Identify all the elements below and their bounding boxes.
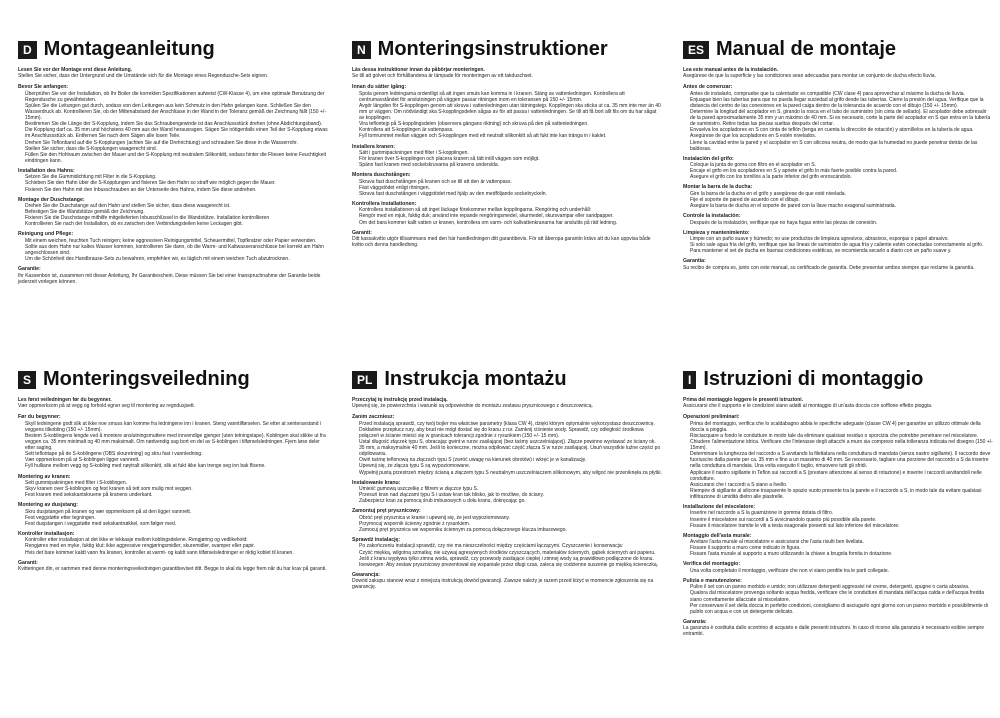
language-badge: S <box>18 371 36 389</box>
subsection-heading: Montera duschstången: <box>352 172 411 179</box>
list-item: • Mit einem weichen, feuchten Tuch reinigen; keine aggressiven Reinigungsmittel, Scheuermittel, Topfkratzer oder Papier verwenden. <box>25 238 328 244</box>
subsection <box>352 230 662 249</box>
list-item: • Fyll hulliane mellom vegg og S-kobling med nøytralt silikonkitt, slik at fukt ikke kan trenge seg inn bak flisene. <box>25 463 328 469</box>
language-badge: I <box>683 371 696 389</box>
subsection <box>352 84 662 139</box>
intro-text: Asegúrese de que la superficie y las condiciones sean adecuadas para montar un conjunto de ducha efecto lluvia. <box>683 73 936 80</box>
subsection <box>18 531 328 556</box>
subsection <box>18 231 328 262</box>
bullet-list <box>683 236 993 254</box>
list-item: • Qualora dal miscelatore provenga soltanto acqua fredda, verificare che le condutture di mandata dell'acqua calda e dell'acqua fredda siano correttamente allacciate al miscelatore. <box>690 590 993 602</box>
list-item: • Sätt i gummipackningen med filter i S-kopplingen. <box>359 150 662 156</box>
intro <box>683 67 993 79</box>
subsection-heading: Installazione del miscelatore: <box>683 504 756 511</box>
intro <box>18 397 328 409</box>
list-item: • Fest kranen med sekskantskruene på kranens underkant. <box>25 492 328 498</box>
subsection <box>683 258 993 271</box>
list-item: • Determine la longitud del acoplador en S, girando la rosca en el tubo de suministro (sin cinta de sellado). El acoplador debe sobresalir de la pared aproximadamente 35 mm y un máximo de 40 mm. Si es necesario, corte la parte del acoplador en S que entra en la tubería de suministro. Retire todas las piezas sueltas después del cortar. <box>690 109 993 127</box>
list-item: • Spola genom ledningarna ordentligt så att ingen smuts kan komma in i kranen. Stäng av vattenledningen. Kontrollera att centrumavståndet för anslutningen på väggen passar ritningen inom en toleransen på 150 +/- 15mm. <box>359 91 662 103</box>
list-item: • Spülen Sie die Leitungen gut durch, sodass von den Leitungen aus kein Schmutz in den Hahn gelangen kann. Schließen Sie den Wasserdruck ab. Kontrollieren Sie, ob der Mittenabstand der Anschlüsse in der Wand in der Toleranz gemäß der Zeichnung fällt (150 +/- 15mm). <box>25 103 328 121</box>
list-item: • Para mantener el set de ducha en buenas condiciones estéticas, se recomienda secarlo a diario con un paño suave y. <box>690 248 993 254</box>
list-item: • Coloque la junta de goma con filtro en el acoplador en S. <box>690 162 993 168</box>
list-item: • Skru dusjstangen på kranen og vær oppmerksom på at den ligger vannrett. <box>25 509 328 515</box>
section-header <box>18 368 328 391</box>
list-item: • Hvis det bare kommer kaldt vann fra kranen, kontroller at varmt- og kaldt vann tilførselsledninger er riktig koblet til kranen. <box>25 550 328 556</box>
list-item: • Zabezpiecz kran za pomocą śrub imbusowych u dołu kranu, dokręcając go. <box>359 498 662 504</box>
list-item: • Kontrollera att S-kopplingen är vattenpass. <box>359 127 662 133</box>
bullet-list <box>352 515 662 533</box>
section-title: Manual de montaje <box>716 38 897 60</box>
list-item: • Asegure la barra de ducha en el soporte de pared con la llave macho exagonal suministrada. <box>690 203 993 209</box>
list-item: • Stellen Sie sicher, dass die S-Kopplungen waagerecht sind. <box>25 146 328 152</box>
subsection <box>18 414 328 469</box>
language-badge: ES <box>683 41 709 59</box>
subsection <box>18 474 328 499</box>
subsection-heading: Montage der Duschstange: <box>18 196 85 203</box>
subsection-heading: Montaggio dell'asta murale: <box>683 532 752 539</box>
list-item: • Envuelva los acopladores en S con cinta de teflón (tenga en cuenta la dirección de rotación) y atorníllelos en la tubería de agua. <box>690 127 993 133</box>
language-section <box>18 368 328 714</box>
paragraph: Ihr Kassenbon ist, zusammen mit dieser Anleitung, Ihr Garantieschein. Diese müssen Sie bei einer Inanspruchnahme der Garantie beide jederzeit vorlegen können. <box>18 272 321 285</box>
paragraph: La garanzia è costituita dallo scontrino di acquisto e dalle presenti istruzioni. In caso di ricorso alla garanzia è necessario esibire sempre entrambi. <box>683 625 984 638</box>
paragraph: Ditt kassakvitto utgör tillsammans med den här handledningen ditt garantibevis. För att åberopa garantin krävs att du kan uppvisa både kvitto och denna handledning. <box>352 236 651 249</box>
bullet-list <box>18 480 328 498</box>
paragraph: Kvitteringen din, er sammen med denne monteringsveiledningen garantibeviset ditt. Begge to skal du legge frem når du har krav på garanti. <box>18 566 327 573</box>
subsection <box>683 578 993 615</box>
list-item: • Determinare la lunghezza del raccordo a S avvitando la filettatura nella conduttura di mandata (senza nastro sigillante). Il raccordo deve fuoriuscire dalla parete per ca. 35 mm e fino a un massimo di 40 mm. Se necessario, tagliare una porzione del raccordo a S da inserire nella conduttura di mandata. Una volta eseguito il taglio, rimuovere tutti gli sfridi. <box>690 451 993 469</box>
bullet-list <box>352 421 662 476</box>
bullet-list <box>18 537 328 555</box>
subsection-heading: Limpieza y mantenimiento: <box>683 229 750 236</box>
subsection <box>352 172 662 197</box>
bullet-list <box>683 191 993 209</box>
bullet-list <box>683 584 993 614</box>
bullet-list <box>683 568 993 574</box>
language-section <box>352 38 662 356</box>
intro-bold: Läs dessa instruktioner innan du påbörjar monteringen. <box>352 67 485 73</box>
subsection-heading: Instalación del grifo: <box>683 155 734 162</box>
bullet-list <box>352 91 662 140</box>
bullet-list <box>18 421 328 470</box>
list-item: • Czyść miękką, wilgotną szmatką; nie używaj agresywnych środków czyszczących, materiałów ściernych, gąbek ściernych ani papieru. <box>359 550 662 556</box>
list-item: • Obróć pręt prysznica w kranie i upewnij się, że jest wypoziomowany. <box>359 515 662 521</box>
bullet-list <box>352 486 662 504</box>
subsection-heading: Sprawdź instalację: <box>352 537 401 544</box>
section-header <box>683 38 993 61</box>
list-item: • Drehen Sie Teflonband auf die S-Kopplungen (achten Sie auf die Drehrichtung) und schrauben Sie diese in die Wasserrohr. <box>25 140 328 146</box>
list-item: • Upewnij się, że złącza typu S są wypoziomowane. <box>359 463 662 469</box>
list-item: • Inserire nel raccordo a S la guarnizione in gomma dotata di filtro. <box>690 510 993 516</box>
intro-bold: Przeczytaj tę instrukcję przed instalacją. <box>352 397 448 403</box>
section-title: Instrukcja montażu <box>384 368 567 390</box>
section-header <box>352 38 662 61</box>
subsection <box>352 537 662 568</box>
subsection <box>683 156 993 181</box>
bullet-list <box>18 91 328 164</box>
list-item: • Prima del montaggio, verifica che lo scaldabagno abbia le specifiche adeguate (classe CW 4) per garantire un utilizzo ottimale della doccia a pioggia. <box>690 421 993 433</box>
subsection-heading: Gwarancja: <box>352 571 380 578</box>
subsection <box>683 230 993 255</box>
bullet-list <box>683 91 993 152</box>
list-item: • Bestem S-koblingens lengde ved å montere anslutningsmuttere med innvendige gjenger (uten tetningstape). Koblingen skal stikke ut fra veggen ca. 35 mm minimalt og 40 mm maksimalt. Om nødvendig sag bort en del av S-koblingen i tilførselsledningen. Fjern løse deler etter saging. <box>25 433 328 451</box>
bullet-list <box>352 150 662 168</box>
list-item: • Skruva fast duschstången på kranen och se till att den är vattenpass. <box>359 179 662 185</box>
list-item: • Después de la instalación, verifique que no haya fugas entre las piezas de conexión. <box>690 220 993 226</box>
intro-text: Upewnij się, że powierzchnia i warunki są odpowiednie do montażu zestawu prysznicowego z deszczownicą. <box>352 403 593 410</box>
list-item: • Skyv kranen over S-koblingen og fest kranen så tett som mulig mot veggen. <box>25 486 328 492</box>
list-item: • Przymocuj wspornik ścienny zgodnie z rysunkiem. <box>359 521 662 527</box>
list-item: • Po zakończeniu instalacji sprawdź, czy nie ma nieszczelności między częściami łączącymi. Czyszczenie i konserwacja: <box>359 543 662 549</box>
section-title: Monteringsveiledning <box>43 368 250 390</box>
intro <box>18 67 328 79</box>
intro <box>352 397 662 409</box>
list-item: • Per conservare il set della doccia in perfette condizioni, consigliamo di asciugarlo ogni giorno con un panno morbido e possibilmente di pulirlo con acqua e con un detergente delicato. <box>690 603 993 615</box>
subsection-heading: Reinigung und Pflege: <box>18 231 74 238</box>
subsection <box>352 144 662 169</box>
intro-bold: Les først veiledningen før du begynner. <box>18 397 112 403</box>
list-item: • Fixieren Sie den Hahn mit den Inbusschrauben an der Unterseite des Hahns, indem Sie diese andrehen. <box>25 187 328 193</box>
list-item: • Risciacquare a fondo le condutture in modo tale da eliminare qualsiasi residuo o sporcizia che potrebbe penetrare nel miscelatore. Chiudere l'alimentazione idrica. Verificare che l'interasse degli attacchi a muro sia compreso nella tolleranza indicata nel disegno (150 +/- 15mm). <box>690 433 993 451</box>
list-item: • Antes de instalarlo, compruebe que tu calentador es compatible (CW clase 4) para aprovechar al máximo la ducha de lluvia. <box>690 91 993 97</box>
list-item: • Fest dusjstangen i veggstøtte med sekskantnøkkel, som følger med. <box>25 521 328 527</box>
language-badge: D <box>18 41 37 59</box>
bullet-list <box>683 539 993 557</box>
section-title: Monteringsinstruktioner <box>377 38 608 60</box>
bullet-list <box>18 174 328 192</box>
subsection <box>683 414 993 500</box>
subsection <box>18 502 328 527</box>
list-item: • Schieben Sie den Hahn über die S-Kopplungen und fixieren Sie den Hahn so straff wie möglich gegen die Mauer. <box>25 180 328 186</box>
subsection-heading: Antes de comenzar: <box>683 84 733 91</box>
list-item: • Vira teflontejp på S-kopplingsdelen (observera gängans riktning) och skruva på den på vattenledningen. <box>359 121 662 127</box>
subsection-heading: Zamontuj pręt prysznicowy: <box>352 508 421 515</box>
list-item: • Llene la cavidad entre la pared y el acoplador en S con silicona neutra, de modo que la humedad no puede penetrar detrás de las baldosas. <box>690 140 993 152</box>
list-item: • Fäst väggstödet enligt ritningen. <box>359 185 662 191</box>
language-section <box>18 38 328 356</box>
list-item: • Ustal długość złączek typu S, obracając gwint w rurze zasilającej (bez taśmy uszczelniającej). Złącze powinno wystawać ze ściany ok. 35 mm, a maksymalnie 40 mm. Jeśli to konieczne, można odpiłować część złącza S w rurze zasilającej. Usuń wszystkie luźne części po odpiłowaniu. <box>359 439 662 457</box>
section-header <box>18 38 328 61</box>
list-item: • Skruva fast duschstången i väggstödet med hjälp av den medföljande sockelnyckeln. <box>359 191 662 197</box>
language-badge: PL <box>352 371 377 389</box>
subsection-heading: Installera kranen: <box>352 143 395 150</box>
list-item: • Fissare il supporto a muro come indicato in figura. <box>690 545 993 551</box>
list-item: • För kranen över S-kopplingen och placera kranen så tätt intill väggen som möjligt. <box>359 156 662 162</box>
list-item: • Umieść gumową uszczelkę z filtrem w złączce typu S. <box>359 486 662 492</box>
list-item: • Sett teflontape på de S-koblingene (OBS skruretning) og skru fast i vannledning. <box>25 451 328 457</box>
subsection-heading: Verifica del montaggio: <box>683 561 741 568</box>
bullet-list <box>352 207 662 225</box>
list-item: • Fyll tomrummet mellan väggen och S-kopplingen med ett neutralt silikonkitt så att fukt inte kan tränga in i kaklet. <box>359 133 662 139</box>
subsection <box>352 480 662 505</box>
subsection-heading: Garanti: <box>352 229 372 236</box>
language-badge: N <box>352 41 371 59</box>
subsection <box>352 414 662 475</box>
section-title: Montageanleitung <box>43 38 215 60</box>
subsection <box>352 508 662 533</box>
subsection <box>683 619 993 638</box>
list-item: • Sett gummipakningen med filter i S-koblingen. <box>25 480 328 486</box>
intro <box>352 67 662 79</box>
list-item: • Spänn fast kranen med sockelskruvarna på kranens undersida. <box>359 162 662 168</box>
list-item: • Avvitare l'asta murale al miscelatore e assicurarsi che l'asta risulti ben livellata. <box>690 539 993 545</box>
subsection-heading: Innan du sätter igång: <box>352 84 407 91</box>
list-item: • Inserire il miscelatore sui raccordi a S avvicinandolo quanto più possibile alla parete. <box>690 517 993 523</box>
list-item: • Setzen Sie die Gummidichtung mit Filter in die S-Kopplung. <box>25 174 328 180</box>
intro-text: Stellen Sie sicher, dass der Untergrund und die Umstände sich für die Montage eines Regendusche-Sets eignen. <box>18 73 269 80</box>
list-item: • Befestigen Sie die Wandstütze gemäß der Zeichnung. <box>25 209 328 215</box>
subsection <box>683 504 993 529</box>
subsection-heading: Pulizia e manutenzione: <box>683 577 742 584</box>
subsection <box>18 197 328 228</box>
list-item: • Fixieren Sie die Duschstange mithilfe mitgelieferten Inbusschlüssel in die Wandstütze. Installation kontrollieren <box>25 215 328 221</box>
language-section <box>683 368 993 714</box>
list-item: • Rengör med en mjuk, fuktig duk; använd inte repande rengöringsmedel, skurmedel, skursvampar eller sandpapper. <box>359 213 662 219</box>
subsection <box>683 213 993 226</box>
paragraph: Su recibo de compra es, junto con este manual, su certificado de garantía. Debe presentar ambos siempre que reclame la garantía. <box>683 264 975 271</box>
list-item: • Una volta completato il montaggio, verificare che non vi siano perdite tra le parti collegate. <box>690 568 993 574</box>
subsection <box>683 533 993 558</box>
subsection-heading: Garantie: <box>18 266 41 273</box>
subsection-heading: Montar la barra de la ducha: <box>683 184 753 191</box>
list-item: • Fest veggstøtte etter tegningen. <box>25 515 328 521</box>
subsection <box>683 84 993 151</box>
list-item: • Kontroller etter installasjon at det ikke er lekkasje mellom koblingsdelene. Rengjøring og vedlikehold: <box>25 537 328 543</box>
list-item: • Um die Schönheit des Handbrause-Sets zu bewahren, empfehlen wir, es täglich mit einem weichen Tuch abzutrocknen. <box>25 256 328 262</box>
list-item: • Überprüfen Sie vor der Installation, ob Ihr Boiler die korrekten Spezifikationen aufweist (CW-Klasse 4), um eine optimale Benutzung der Regendusche zu gewährleisten. <box>25 91 328 103</box>
subsection-heading: Bevor Sie anfangen: <box>18 84 69 91</box>
subsection-heading: Garanzia: <box>683 618 707 625</box>
subsection-heading: Garanti: <box>18 559 38 566</box>
subsection <box>18 84 328 164</box>
list-item: • Kontrollera installationen så att inget läckage förekommer mellan kopplingarna. Rengöring och underhåll: <box>359 207 662 213</box>
subsection-heading: Montering av dusjstang: <box>18 502 78 509</box>
list-item: • Rengjøres med en myke, fuktig klut; ikke aggressive rengjøringsmidler, skuremidler, svamper eller papir. <box>25 543 328 549</box>
list-item: • Pulire il set con un panno morbido e umido; non utilizzare detergenti aggressivi né creme, detergenti, spugne o carta abrasiva. <box>690 584 993 590</box>
subsection <box>18 266 328 285</box>
intro-text: Vær oppmerksom på at vegg og forhold egner seg til montering av regndusjsett. <box>18 403 196 410</box>
list-item: • Gire la barra de la ducha en el grifo y asegúrese de que esté nivelada. <box>690 191 993 197</box>
intro-bold: Prima del montaggio leggere le presenti istruzioni. <box>683 397 804 403</box>
list-item: • Encaje el grifo en los acopladores en S y apriete el grifo lo más fuerte posible contra la pared. <box>690 168 993 174</box>
list-item: • Fissare il miscelatore tramite le viti a testa esagonale presenti sul lato inferiore del miscelatore. <box>690 523 993 529</box>
list-item: • Fissare l'asta murale al supporto a muro utilizzando la chiave a brugola fornita in dotazione. <box>690 551 993 557</box>
list-item: • Assicurarsi che i raccordi a S siano a livello. <box>690 482 993 488</box>
list-item: • Owiń taśmę teflonową na złączach typu S (zwróć uwagę na kierunek obrotów) i wkręć je w kanalizację. <box>359 457 662 463</box>
list-item: • Wypełnij pustą przestrzeń między ścianą a złączem typu S neutralnym uszczelniaczem silikonowym, aby wilgoć nie przeniknęła za płytki. <box>359 470 662 476</box>
list-item: • Riempire di sigillante al silicone trasparente lo spazio vuoto presente tra la parete e il raccordo a S, in modo tale da evitare qualsiasi infiltrazione di umidità dietro alle piastrelle. <box>690 488 993 500</box>
bullet-list <box>352 179 662 197</box>
list-item: • Skyll ledningene godt slik at ikke noe smuss kan komme fra ledningene inn i kranen. Steng vanntilførselen. Se etter at senteravstand i veggens tilkobling (150 +/- 15mm). <box>25 421 328 433</box>
bullet-list <box>18 509 328 527</box>
list-item: • Füllen Sie den Hohlraum zwischen der Mauer und der S-Kopplung mit neutralem Silikonkitt, sodass hinter die Fliesen keine Feuchtigkeit eindringen kann. <box>25 152 328 164</box>
subsection <box>352 572 662 591</box>
list-item: • Jeśli z kranu wypływa tylko zimna woda, sprawdź, czy przewody zasilające ciepłej i zimnej wody są prawidłowo podłączone do kranu. <box>359 556 662 562</box>
bullet-list <box>352 543 662 567</box>
intro <box>683 397 993 409</box>
list-item: • Asegure el grifo con los tornillos a la parte inferior del grifo enroscándolo. <box>690 174 993 180</box>
list-item: • Vær oppmerksom på at S-koblingen ligger vannrett. <box>25 457 328 463</box>
subsection <box>18 560 328 573</box>
list-item: • Om det bara kommer kallt vatten ur kranen, kontrollera om varm- och kallvattenkranarna har anslutits på rätt ledning. <box>359 220 662 226</box>
subsection <box>352 201 662 226</box>
intro-text: Se till att golvet och förhållandena är lämpade för monteringen av ett takduschset. <box>352 73 533 80</box>
list-item: • Dokładnie przepłucz rury, aby brud nie mógł dostać się do kranu z rur. Zamknij ciśnienie wody. Sprawdź, czy odległość środkowa połączeń w ścianie mieści się w granicach tolerancji zgodnie z rysunkiem (150 +/- 15 mm). <box>359 427 662 439</box>
bullet-list <box>18 203 328 227</box>
list-item: • Kontrollieren Sie nach der Installation, ob es zwischen den Verbindungsteilen keine Leckagen gibt. <box>25 221 328 227</box>
list-item: • Ioewoegen: Aby zestaw prysznicowy prezentował się wspaniale przez długi czas, zaleca się codzienne suszenie go miękką ściereczką. <box>359 562 662 568</box>
bullet-list <box>683 510 993 528</box>
subsection-heading: Montering av kranen: <box>18 473 71 480</box>
language-section <box>352 368 662 714</box>
language-section <box>683 38 993 356</box>
subsection-heading: Kontrollera installationen: <box>352 200 417 207</box>
list-item: • Applicare il nastro sigillante in Teflon sui raccordi a S (prestare attenzione al senso di rotazione) e inserire i raccordi avvitandoli nelle condutture. <box>690 470 993 482</box>
section-header <box>683 368 993 391</box>
intro-text: Assicurarsi che il supporto e le condizioni siano adatti al montaggio di un'asta doccia con soffione effetto pioggia. <box>683 403 933 410</box>
paragraph: Dowód zakupu stanowi wraz z niniejszą instrukcją dowód gwarancji. Zawsze należy je razem przed kiżyć w momencie zgłoszenia się na gwarancję. <box>352 578 654 591</box>
list-item: • Zamocuj pręt prysznica we wsporniku ściennym za pomocą dołączonego klucza imbusowego. <box>359 527 662 533</box>
bullet-list <box>683 162 993 180</box>
subsection <box>18 168 328 193</box>
subsection-heading: Før du begynner: <box>18 414 61 421</box>
list-item: • Limpie con un paño suave y húmedo; no use productos de limpieza agresivos, abrasivos, esponjas o papel abrasivo. <box>690 236 993 242</box>
list-item: • Przed instalacją sprawdź, czy twój bojler ma właściwe parametry (klasa CW 4), dzięki którym optymalnie wykorzystasz deszczownicę. <box>359 421 662 427</box>
list-item: • Sollte aus dem Hahn nur kaltes Wasser kommen, kontrollieren Sie dann, ob die Warm- und Kaltwasseranschlüsse bei korrekt am Hahn angeschlossen sind. <box>25 244 328 256</box>
section-header <box>352 368 662 391</box>
subsection <box>683 561 993 574</box>
section-title: Istruzioni di montaggio <box>703 368 924 390</box>
list-item: • Drehen Sie die Duschstange auf den Hahn und stellen Sie sicher, dass diese waagerecht ist. <box>25 203 328 209</box>
list-item: • Enjuague bien las tuberías para que no pueda llegar suciedad al grifo desde las tuberías. Cierre la presión del agua. Verifique que la distancia del centro de las conexiones en la pared caiga dentro de la tolerancia de acuerdo con el dibujo (150 +/- 15mm). <box>690 97 993 109</box>
subsection <box>683 184 993 209</box>
subsection-heading: Kontroller installasjon: <box>18 530 75 537</box>
subsection-heading: Installation des Hahns: <box>18 167 75 174</box>
list-item: • Przesuń kran nad złączami typu S i ustaw kran tak blisko, jak to możliwe, do ściany. <box>359 492 662 498</box>
list-item: • Avgör längden för S-kopplingen genom att skruva i vattenledningen utan tätningstejp. Kopplingen ska sticka ut ca. 35 mm inte mer än 40 mm ur väggen. Om nödvändigt ska S-kopplingsdelen sågas av för att passa i vattenledningen. Se till att få bort allt fils om du har sågat av kopplingen. <box>359 103 662 121</box>
subsection-heading: Instalowanie kranu: <box>352 479 401 486</box>
subsection-heading: Garantía: <box>683 258 706 265</box>
bullet-list <box>683 220 993 226</box>
bullet-list <box>683 421 993 500</box>
subsection-heading: Operazioni preliminari: <box>683 414 740 421</box>
intro-bold: Lea este manual antes de la instalación. <box>683 67 779 73</box>
subsection-heading: Zanim zaczniesz: <box>352 414 395 421</box>
bullet-list <box>18 238 328 262</box>
list-item: • Si solo sale agua fría del grifo, verifique que las líneas de suministro de agua fría y caliente estén conectadas correctamente al grifo. <box>690 242 993 248</box>
intro-bold: Lesen Sie vor der Montage erst diese Anleitung. <box>18 67 133 73</box>
subsection-heading: Controle la instalación: <box>683 213 741 220</box>
list-item: • Bestimmen Sie die Länge der S-Kopplung, indem Sie das Schraubengewinde ist das Anschlussstück drehen (ohne Abdichtungsband). Die Kopplung darf ca. 35 mm und höchstens 40 mm aus der Wand herausragen. Sägen Sie nötigenfalls einen Teil der S-Kopplung etwas im Anschlussstück ab. Entfernen Sie nach dem Sägen alle losen Teile. <box>25 121 328 139</box>
list-item: • Fije el soporte de pared de acuerdo con el dibujo. <box>690 197 993 203</box>
list-item: • Asegúrese de que los acopladores en S estén nivelados. <box>690 133 993 139</box>
